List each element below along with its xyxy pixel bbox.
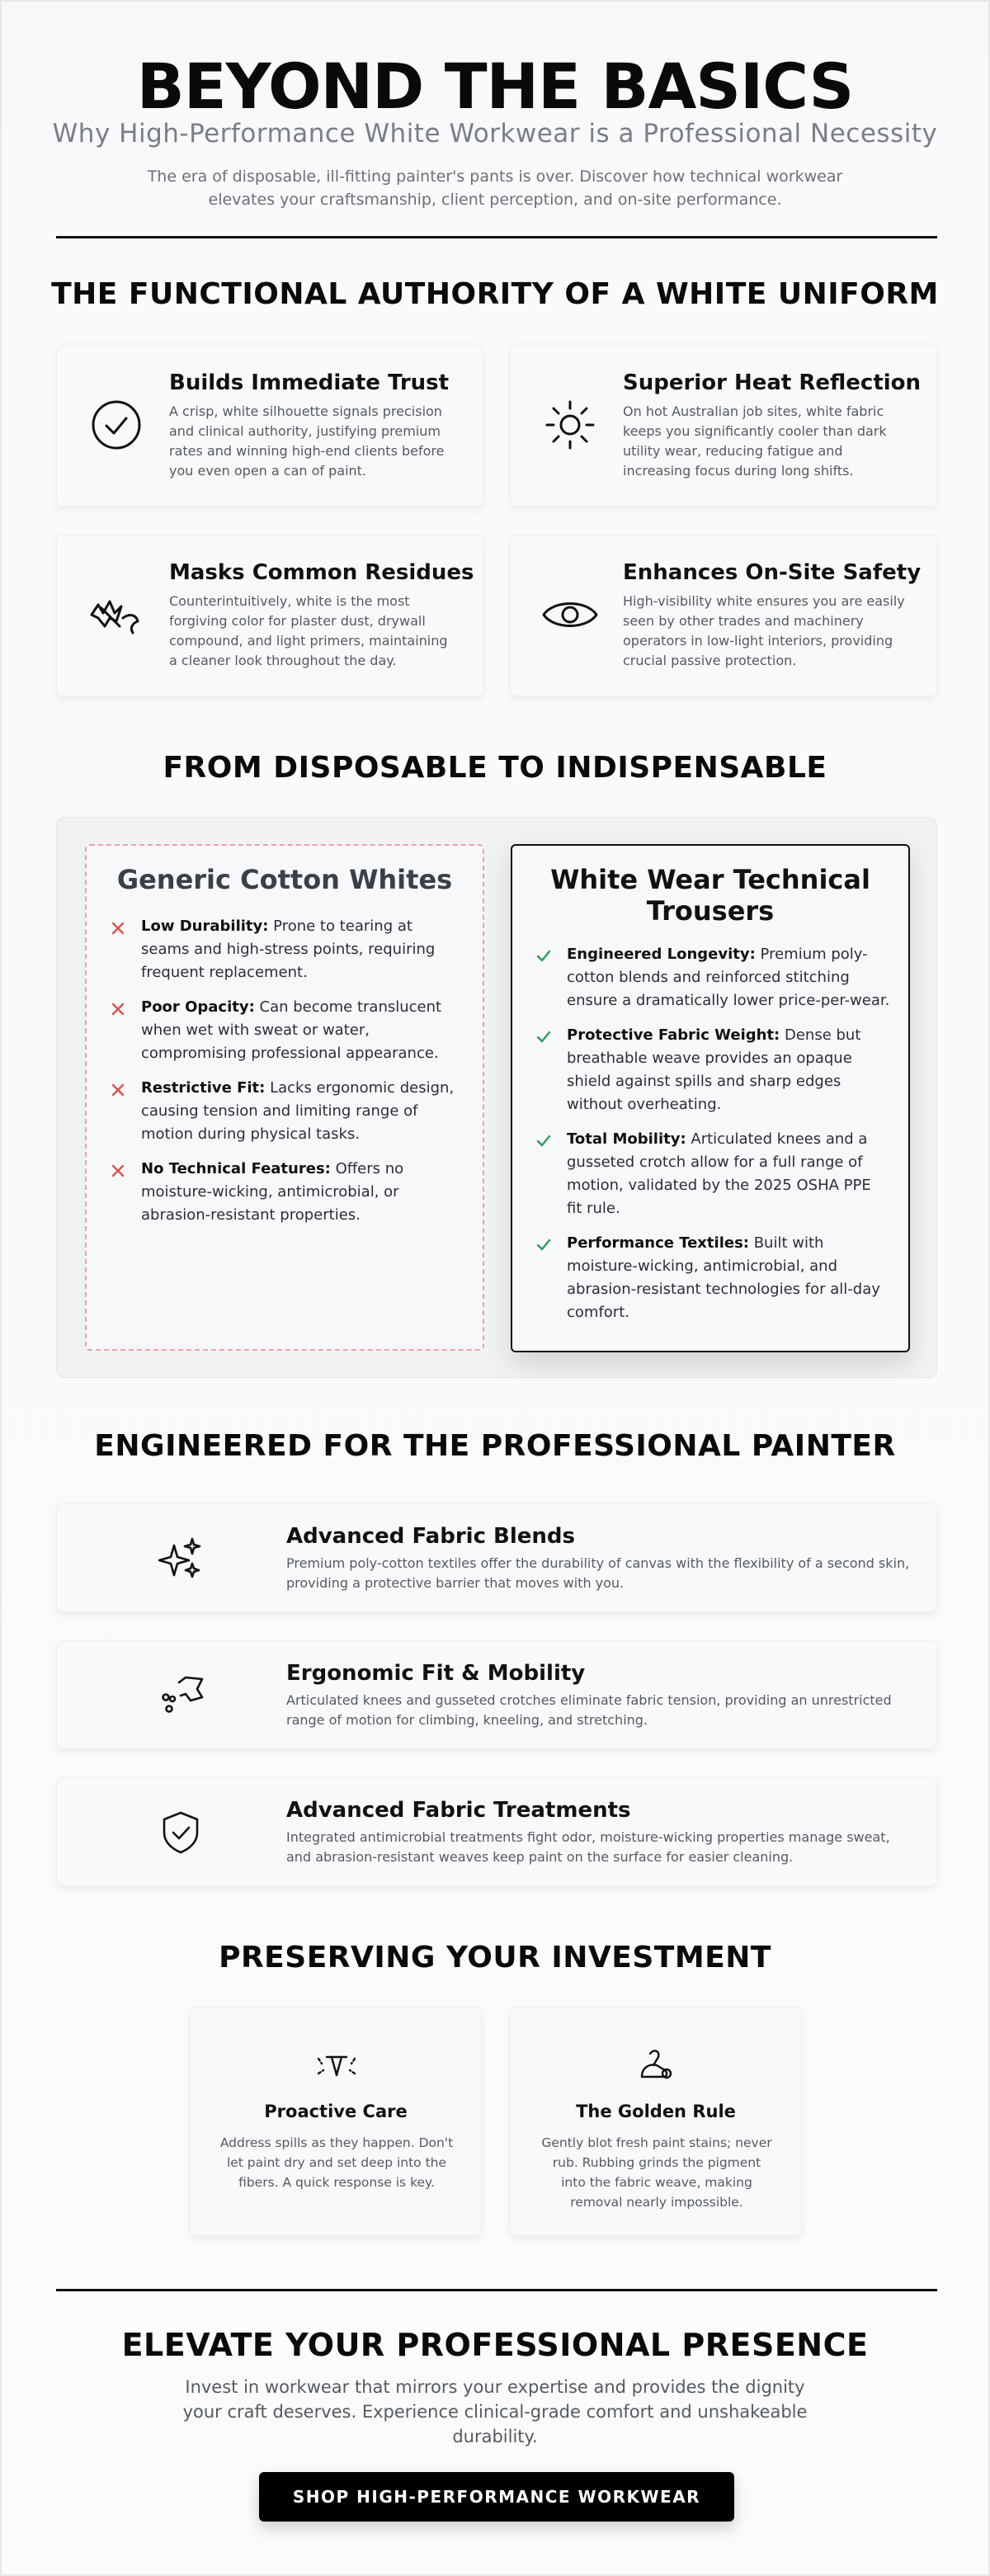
list-item: Engineered Longevity: Premium poly-cotton blends and reinforced stitching ensure a dramatically lower price-per-wear. — [535, 943, 890, 1012]
feature-title: Builds Immediate Trust — [169, 370, 450, 395]
generic-list — [110, 915, 464, 1227]
feature-card-heat — [510, 345, 937, 507]
list-item: No Technical Features: Offers no moisture-wicking, antimicrobial, or abrasion-resistant properties. — [110, 1158, 464, 1227]
check-icon — [535, 1133, 552, 1149]
card-text: Address spills as they happen. Don't let paint dry and set deep into the fibers. A quick response is key. — [219, 2135, 454, 2190]
paint-splatter-icon — [87, 585, 146, 644]
feature-text: Counterintuitively, white is the most forgiving color for plaster dust, drywall compound, and light primers, maintaining a cleaner look throughout the day. — [169, 593, 448, 668]
row-text: Integrated antimicrobial treatments fight odor, moisture-wicking properties manage sweat, and abrasion-resistant weaves keep paint on the surface for easier cleaning. — [286, 1829, 890, 1865]
feature-card-residues — [56, 535, 483, 696]
feature-text: On hot Australian job sites, white fabric keeps you significantly cooler than dark utility wear, reducing fatigue and increasing focus during long shifts. — [623, 403, 887, 479]
check-icon — [535, 1237, 552, 1253]
section-title-authority: THE FUNCTIONAL AUTHORITY OF A WHITE UNIFORM — [51, 277, 939, 311]
divider — [56, 2289, 937, 2291]
check-icon — [535, 1029, 552, 1045]
comparison-panel — [56, 817, 937, 1378]
section-title-comparison: FROM DISPOSABLE TO INDISPENSABLE — [163, 751, 827, 785]
shop-button[interactable]: SHOP HIGH-PERFORMANCE WORKWEAR — [259, 2472, 734, 2522]
intro-text: The era of disposable, ill-fitting painter's pants is over. Discover how technical workwear elevates your craftsmanship, client perception, and on-site performance. — [147, 167, 843, 209]
technical-title: White Wear Technical Trousers — [550, 864, 870, 927]
cta-title: ELEVATE YOUR PROFESSIONAL PRESENCE — [121, 2327, 869, 2363]
list-item: Poor Opacity: Can become translucent when wet with sweat or water, compromising professional appearance. — [110, 996, 464, 1065]
row-title: Ergonomic Fit & Mobility — [286, 1661, 586, 1686]
row-text: Premium poly-cotton textiles offer the durability of canvas with the flexibility of a second skin, providing a protective barrier that moves with you. — [286, 1555, 910, 1591]
cross-icon — [110, 1001, 126, 1017]
list-item: Protective Fabric Weight: Dense but breathable weave provides an opaque shield against spills and sharp edges without overheating. — [535, 1024, 890, 1116]
section-title-engineered: ENGINEERED FOR THE PROFESSIONAL PAINTER — [94, 1429, 896, 1463]
feature-text: A crisp, white silhouette signals precision and clinical authority, justifying premium rates and winning high-end clients before you even open a can of paint. — [169, 403, 445, 479]
engineered-row-treatments — [56, 1777, 937, 1886]
feature-title: Masks Common Residues — [169, 560, 474, 585]
cta-text: Invest in workwear that mirrors your expertise and provides the dignity your craft deserves. Experience clinical-grade comfort and unshakeable durability. — [182, 2377, 808, 2446]
care-card-proactive — [190, 2007, 482, 2236]
cross-icon — [110, 1082, 126, 1098]
list-item: Total Mobility: Articulated knees and a gusseted crotch allow for a full range of motion, validated by the 2025 OSHA PPE fit rule. — [535, 1128, 890, 1220]
spill-icon — [312, 2041, 361, 2090]
feature-card-trust — [56, 345, 483, 507]
sun-icon — [540, 395, 600, 455]
generic-title: Generic Cotton Whites — [116, 864, 453, 895]
technical-column — [511, 844, 910, 1352]
feature-text: High-visibility white ensures you are easily seen by other trades and machinery operators in low-light interiors, providing crucial passive protection. — [623, 593, 905, 668]
blot-icon — [632, 2041, 681, 2090]
row-title: Advanced Fabric Treatments — [286, 1798, 631, 1823]
engineered-row-blends — [56, 1503, 937, 1612]
page-title: BEYOND THE BASICS — [136, 50, 854, 123]
card-text: Gently blot fresh paint stains; never rub. Rubbing grinds the pigment into the fabric weave, making removal nearly impossible. — [541, 2135, 772, 2210]
list-item: Low Durability: Prone to tearing at seams and high-stress points, requiring frequent replacement. — [110, 915, 464, 984]
cross-icon — [110, 920, 126, 937]
shield-check-icon — [156, 1808, 205, 1857]
feature-card-safety — [510, 535, 937, 696]
check-icon — [535, 948, 552, 965]
check-circle-icon — [87, 395, 146, 455]
cross-icon — [110, 1163, 126, 1179]
engineered-row-fit — [56, 1640, 937, 1749]
section-title-investment: PRESERVING YOUR INVESTMENT — [219, 1941, 771, 1974]
sparkles-icon — [156, 1534, 205, 1583]
divider — [56, 236, 937, 238]
stretch-icon — [156, 1671, 205, 1720]
page-subtitle: Why High-Performance White Workwear is a Professional Necessity — [52, 119, 938, 149]
care-card-golden-rule — [510, 2007, 802, 2236]
eye-icon — [540, 585, 600, 644]
list-item: Restrictive Fit: Lacks ergonomic design, causing tension and limiting range of motion during physical tasks. — [110, 1077, 464, 1146]
generic-column — [85, 844, 484, 1351]
row-title: Advanced Fabric Blends — [286, 1524, 575, 1549]
card-title: Proactive Care — [264, 2102, 408, 2121]
card-title: The Golden Rule — [576, 2102, 736, 2121]
feature-title: Enhances On-Site Safety — [623, 560, 922, 585]
feature-title: Superior Heat Reflection — [623, 370, 922, 395]
technical-list — [535, 943, 890, 1324]
list-item: Performance Textiles: Built with moisture-wicking, antimicrobial, and abrasion-resistant technologies for all-day comfort. — [535, 1232, 890, 1324]
row-text: Articulated knees and gusseted crotches eliminate fabric tension, providing an unrestricted range of motion for climbing, kneeling, and stretching. — [286, 1692, 892, 1728]
